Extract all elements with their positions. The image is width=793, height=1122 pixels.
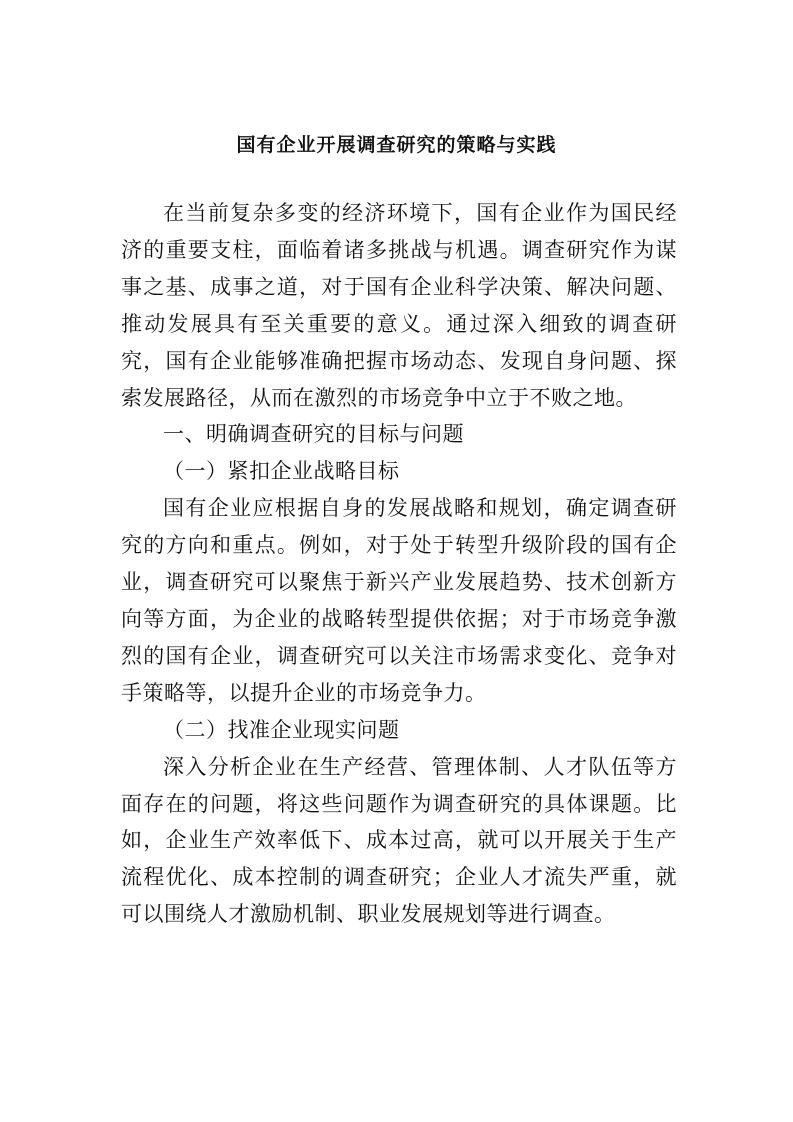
document-body [121,195,677,933]
section-heading-1: 一、明确调查研究的目标与问题 [163,422,464,447]
subsection-heading-2: （二）找准企业现实问题 [163,717,400,742]
body-paragraph: 国有企业应根据自身的发展战略和规划，确定调查研究的方向和重点。例如，对于处于转型升级阶段的国有企业，调查研究可以聚焦于新兴产业发展趋势、技术创新方向等方面，为企业的战略转型提供依据；对于市场竞争激烈的国有企业，调查研究可以关注市场需求变化、竞争对手策略等，以提升企业的市场竞争力。 [121,496,677,705]
intro-paragraph: 在当前复杂多变的经济环境下，国有企业作为国民经济的重要支柱，面临着诸多挑战与机遇。调查研究作为谋事之基、成事之道，对于国有企业科学决策、解决问题、推动发展具有至关重要的意义。通过深入细致的调查研究，国有企业能够准确把握市场动态、发现自身问题、探索发展路径，从而在激烈的市场竞争中立于不败之地。 [121,201,677,410]
subsection-heading-1: （一）紧扣企业战略目标 [163,459,400,484]
document-title: 国有企业开展调查研究的策略与实践 [236,134,557,156]
body-paragraph: 深入分析企业在生产经营、管理体制、人才队伍等方面存在的问题，将这些问题作为调查研究的具体课题。比如，企业生产效率低下、成本过高，就可以开展关于生产流程优化、成本控制的调查研究；企业人才流失严重，就可以围绕人才激励机制、职业发展规划等进行调查。 [121,754,677,927]
